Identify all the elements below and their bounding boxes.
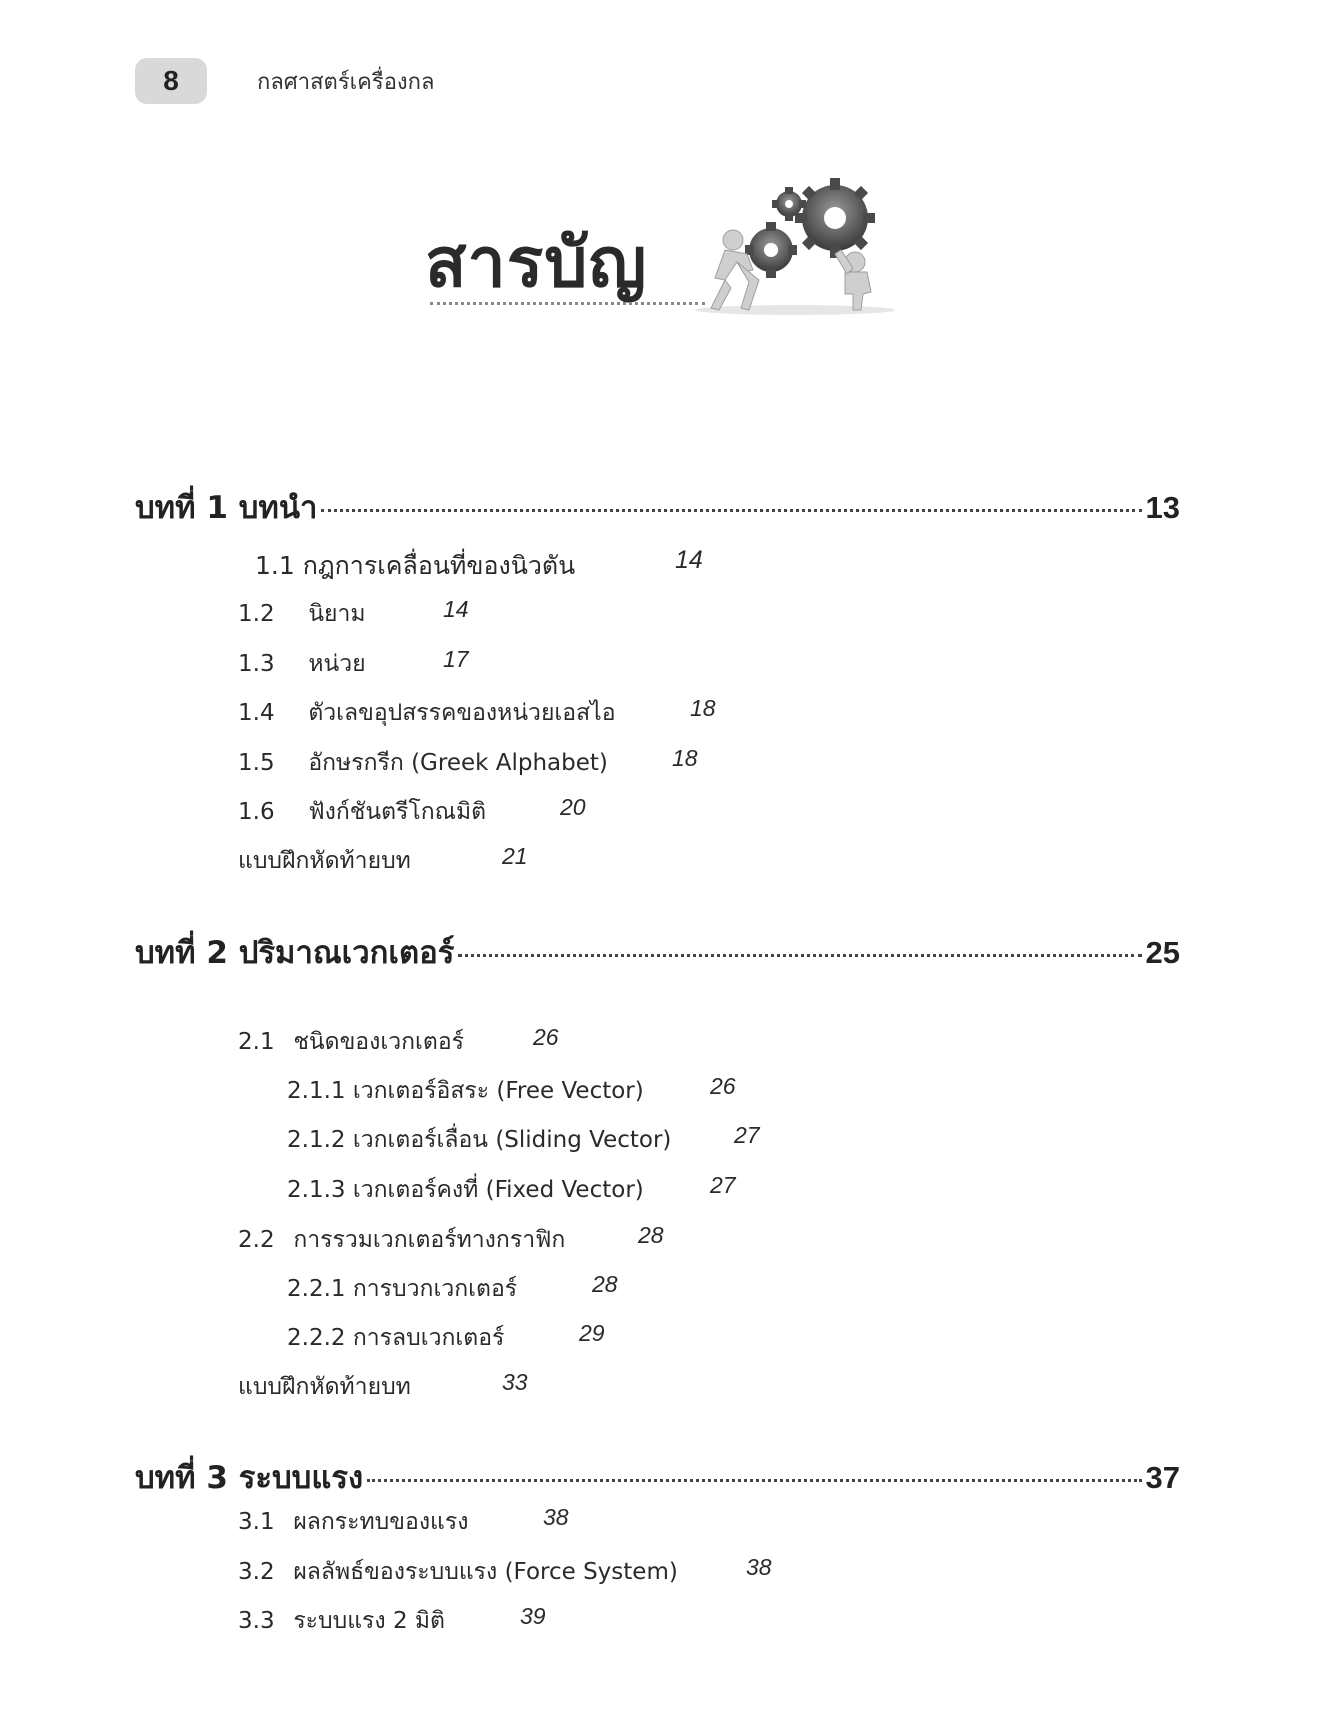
toc-title: สารบัญ [425, 224, 648, 303]
entry-page-number: 21 [502, 843, 528, 869]
chapter-page-number: 37 [1145, 1460, 1180, 1495]
chapter-label: บทที่ 2 ปริมาณเวกเตอร์ [135, 935, 455, 971]
page-number-badge: 8 [135, 58, 207, 104]
entry-page-number: 28 [592, 1271, 618, 1297]
entry-title: ชนิดของเวกเตอร์ [293, 1029, 465, 1055]
entry-page-number: 28 [638, 1222, 664, 1248]
entry-page-number: 14 [443, 596, 469, 622]
toc-entry-2-1-3[interactable] [287, 1172, 736, 1208]
entry-page-number: 39 [520, 1603, 546, 1629]
entry-number: 1.2 [238, 601, 275, 627]
entry-title: เวกเตอร์อิสระ (Free Vector) [352, 1078, 644, 1104]
entry-number: 2.1.1 [287, 1078, 346, 1104]
toc-entry-1-4[interactable] [238, 695, 716, 731]
entry-page-number: 20 [560, 794, 586, 820]
entry-title: อักษรกรีก (Greek Alphabet) [308, 750, 608, 776]
entry-title: เวกเตอร์คงที่ (Fixed Vector) [352, 1177, 644, 1203]
gears-illustration-icon [685, 170, 895, 315]
entry-title: ตัวเลขอุปสรรคของหน่วยเอสไอ [308, 700, 616, 726]
toc-title-block [425, 170, 895, 320]
entry-number: 1.6 [238, 799, 275, 825]
toc-entry-3-3[interactable] [238, 1603, 546, 1639]
entry-page-number: 26 [533, 1024, 559, 1050]
entry-number: 2.1.2 [287, 1127, 346, 1153]
toc-entry-3-1[interactable] [238, 1504, 569, 1540]
entry-number: 3.3 [238, 1608, 275, 1634]
entry-page-number: 33 [502, 1369, 528, 1395]
entry-number: 2.2 [238, 1227, 275, 1253]
entry-number: 2.2.1 [287, 1276, 346, 1302]
toc-entry-1-3[interactable] [238, 646, 469, 682]
entry-number: 1.3 [238, 651, 275, 677]
entry-page-number: 14 [675, 546, 703, 574]
entry-number: 2.2.2 [287, 1325, 346, 1351]
entry-page-number: 26 [710, 1073, 736, 1099]
entry-page-number: 38 [746, 1554, 772, 1580]
chapter-1-heading[interactable] [135, 482, 1180, 532]
dot-leader [367, 1479, 1141, 1482]
entry-page-number: 27 [734, 1122, 760, 1148]
entry-page-number: 38 [543, 1504, 569, 1530]
entry-page-number: 29 [579, 1320, 605, 1346]
toc-entry-1-5[interactable] [238, 745, 698, 781]
entry-number: 2.1 [238, 1029, 275, 1055]
entry-title: การลบเวกเตอร์ [352, 1325, 505, 1351]
chapter-label: บทที่ 3 ระบบแรง [135, 1460, 364, 1496]
entry-page-number: 27 [710, 1172, 736, 1198]
toc-entry-2-2[interactable] [238, 1222, 664, 1258]
toc-entry-1-6[interactable] [238, 794, 586, 830]
entry-title: แบบฝึกหัดท้ายบท [238, 1374, 411, 1400]
entry-title: การบวกเวกเตอร์ [352, 1276, 518, 1302]
toc-entry-1-1[interactable] [255, 546, 703, 586]
entry-page-number: 17 [443, 646, 469, 672]
page-header [135, 58, 434, 104]
entry-page-number: 18 [672, 745, 698, 771]
entry-title: เวกเตอร์เลื่อน (Sliding Vector) [352, 1127, 672, 1153]
entry-title: นิยาม [308, 601, 366, 627]
dot-leader [458, 954, 1141, 957]
toc-entry-2-2-2[interactable] [287, 1320, 605, 1356]
dot-leader [321, 509, 1141, 512]
toc-entry-exercise-2[interactable] [238, 1369, 528, 1405]
toc-entry-3-2[interactable] [238, 1554, 772, 1590]
toc-entry-2-1[interactable] [238, 1024, 559, 1060]
chapter-label: บทที่ 1 บทนำ [135, 490, 318, 526]
book-title: กลศาสตร์เครื่องกล [257, 69, 435, 95]
toc-entry-2-1-1[interactable] [287, 1073, 736, 1109]
entry-number: 1.4 [238, 700, 275, 726]
title-underline [430, 302, 705, 305]
entry-page-number: 18 [690, 695, 716, 721]
entry-title: ฟังก์ชันตรีโกณมิติ [308, 799, 487, 825]
entry-title: ผลกระทบของแรง [293, 1509, 469, 1535]
entry-title: แบบฝึกหัดท้ายบท [238, 848, 411, 874]
entry-title: ระบบแรง 2 มิติ [293, 1608, 445, 1634]
entry-number: 3.2 [238, 1559, 275, 1585]
entry-title: การรวมเวกเตอร์ทางกราฟิก [293, 1227, 566, 1253]
entry-number: 3.1 [238, 1509, 275, 1535]
entry-number: 2.1.3 [287, 1177, 346, 1203]
toc-entry-2-1-2[interactable] [287, 1122, 760, 1158]
toc-entry-1-2[interactable] [238, 596, 469, 632]
entry-number: 1.1 [255, 551, 295, 580]
chapter-2-heading[interactable] [135, 927, 1180, 977]
entry-number: 1.5 [238, 750, 275, 776]
entry-title: หน่วย [308, 651, 366, 677]
entry-title: กฎการเคลื่อนที่ของนิวตัน [302, 551, 576, 580]
chapter-page-number: 25 [1145, 935, 1180, 970]
chapter-page-number: 13 [1145, 490, 1180, 525]
entry-title: ผลลัพธ์ของระบบแรง (Force System) [293, 1559, 678, 1585]
chapter-3-heading[interactable] [135, 1452, 1180, 1502]
toc-entry-2-2-1[interactable] [287, 1271, 618, 1307]
toc-entry-exercise-1[interactable] [238, 843, 528, 879]
